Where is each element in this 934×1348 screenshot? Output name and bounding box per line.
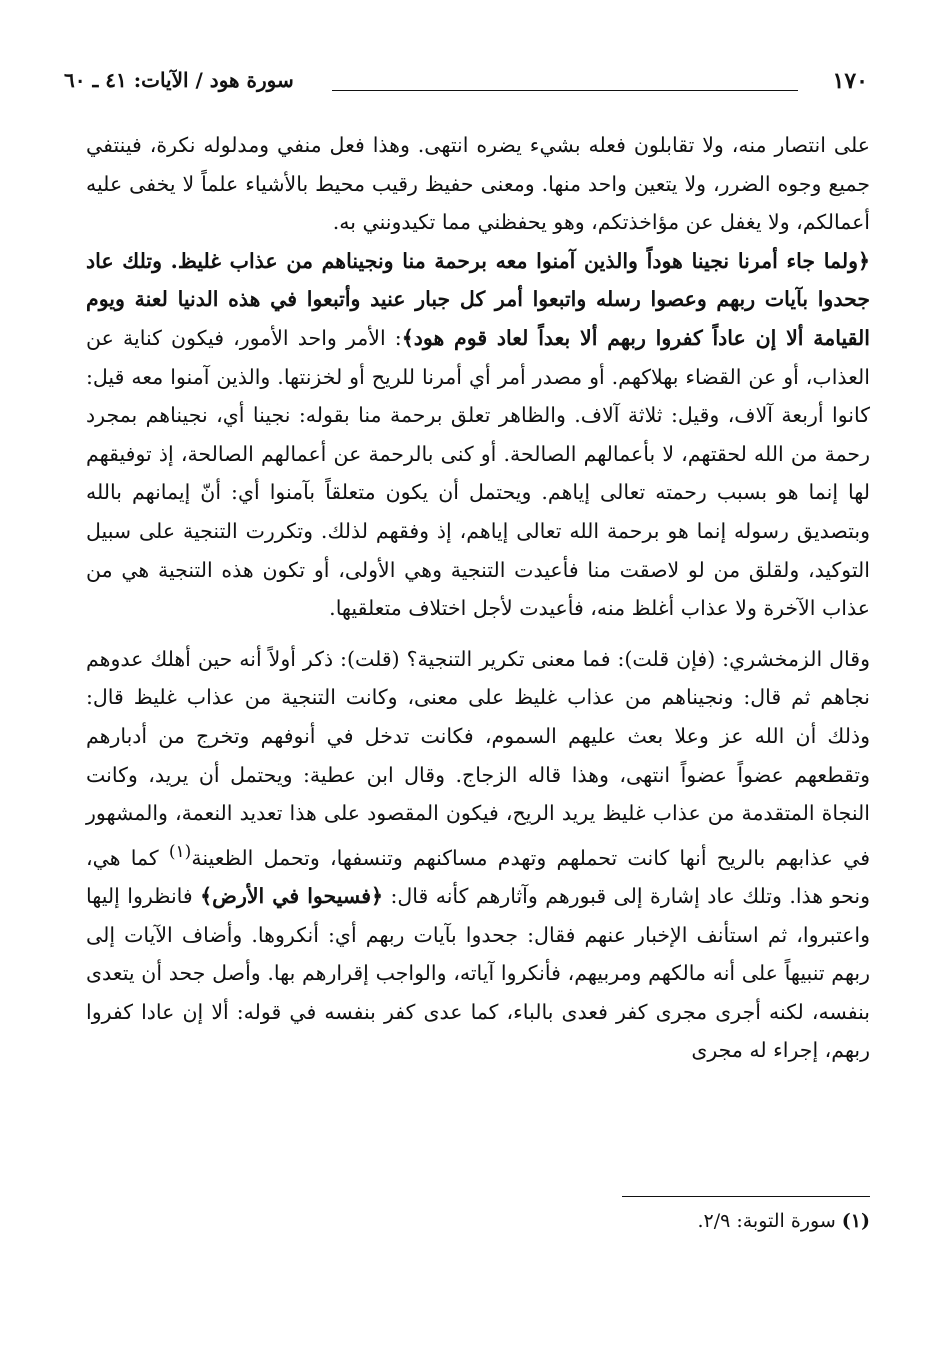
body-text [86,126,870,1070]
paragraph-3-text-a: وقال الزمخشري: (فإن قلت): فما معنى تكرير التنجية؟ (قلت): ذكر أولاً أنه حين أهلك عدوهم نجاهم ثم قال: ونجيناهم من عذاب غليظ على معنى، وكانت التنجية من عذاب غليظ قال: وذلك أن الله عز وعلا بعث عليهم السموم، فكانت تدخل في أنوفهم وتخرج من أدبارهم وتقطعهم عضواً عضواً انتهى، وهذا قاله الزجاج. وقال ابن عطية: ويحتمل أن يريد، وكانت النجاة المتقدمة من عذاب غليظ يريد الريح، فيكون المقصود على هذا تعديد النعمة، والمشهور في عذابهم بالريح أنها كانت تحملهم وتهدم مساكنهم وتنسفها، وتحمل الظعينة [86,646,870,870]
quran-verse: ﴿ولما جاء أمرنا نجينا هوداً والذين آمنوا معه برحمة منا ونجيناهم من عذاب غليظ. وتلك عاد جحدوا بآيات ربهم وعصوا رسله واتبعوا أمر كل جبار عنيد وأتبعوا في هذه الدنيا لعنة ويوم القيامة ألا إن عاداً كفروا ربهم ألا بعداً لعاد قوم هود﴾ [86,248,870,350]
paragraph-1 [86,126,870,242]
paragraph-3-text-b: كما هي، ونحو هذا. وتلك عاد إشارة إلى قبورهم وآثارهم كأنه قال: [86,845,870,909]
running-title: سورة هود / الآيات: ٤١ ـ ٦٠ [64,68,294,92]
paragraph-3 [86,640,870,1070]
paragraph-3-text-c: فانظروا إليها واعتبروا، ثم استأنف الإخبار عنهم فقال: جحدوا بآيات ربهم أي: أنكروها. وأضاف الآيات إلى ربهم تنبيهاً على أنه مالكهم ومربيهم، فأنكروا آياته، والواجب إقرارهم بها. وأصل جحد أن يتعدى بنفسه، لكنه أجرى مجرى كفر فعدى بالباء، كما عدى كفر بنفسه في قوله: ألا إن عادا كفروا ربهم، إجراء له مجرى [86,884,870,1063]
paragraph-1-text: على انتصار منه، ولا تقابلون فعله بشيء يضره انتهى. وهذا فعل منفي ومدلوله نكرة، فينتفي جميع وجوه الضرر، ولا يتعين واحد منها. ومعنى حفيظ رقيب محيط بالأشياء علماً لا يخفى عليه أعمالكم، ولا يغفل عن مؤاخذتكم، وهو يحفظني مما تكيدونني به. [86,133,870,235]
paragraph-2 [86,242,870,628]
paragraph-2-text: : الأمر واحد الأمور، فيكون كناية عن العذاب، أو عن القضاء بهلاكهم. أو مصدر أمر أي أمرنا للريح أو لخزنتها. والذين آمنوا معه قيل: كانوا أربعة آلاف، وقيل: ثلاثة آلاف. والظاهر تعلق برحمة منا بقوله: نجينا أي، نجيناهم بمجرد رحمة من الله لحقتهم، لا بأعمالهم الصالحة. أو كنى بالرحمة عن أعمالهم الصالحة، إذ توفيقهم لها إنما هو بسبب رحمته تعالى إياهم. ويحتمل أن يكون متعلقاً بآمنوا أي: أنّ إيمانهم بالله وبتصديق رسوله إنما هو برحمة الله تعالى إياهم، إذ وفقهم لذلك. وتكررت التنجية على سبيل التوكيد، ولقلق من لو لاصقت منا فأعيدت التنجية وهي الأولى، أو تكون هذه التنجية هي من عذاب الآخرة ولا عذاب أغلظ منه، فأعيدت لأجل اختلاف متعلقيها. [86,325,870,621]
page-number: ١٧٠ [832,68,868,94]
page-header [64,68,870,102]
footnote-rule [622,1196,870,1197]
quran-verse-inline: ﴿فسيحوا في الأرض﴾ [200,884,384,909]
footnote [300,1210,870,1232]
header-rule [332,90,798,91]
footnote-text: سورة التوبة: ٢/٩. [697,1210,842,1232]
footnote-reference: (١) [168,841,192,862]
footnote-marker: (١) [841,1210,870,1232]
